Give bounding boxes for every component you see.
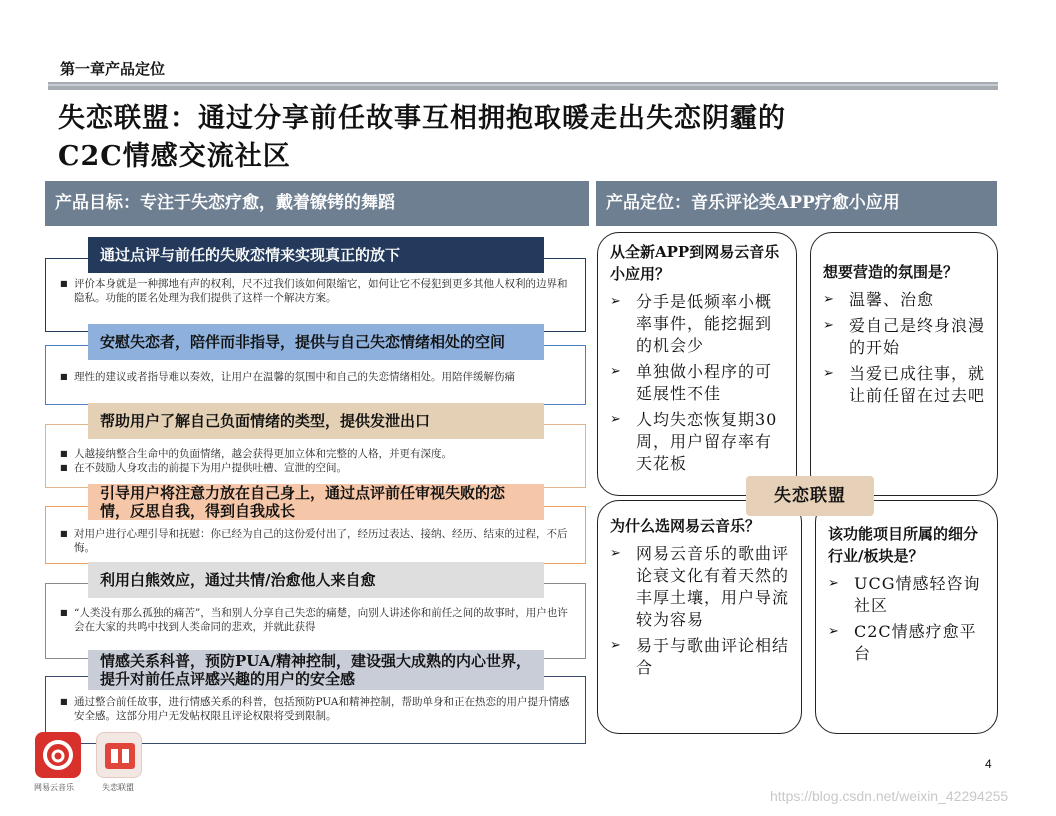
chapter-label: 第一章产品定位: [60, 60, 166, 78]
goal-bullet: 理性的建议或者指导难以奏效，让用户在温馨的氛围中和自己的失恋情绪相处。用陪伴缓解伤痛: [74, 371, 515, 383]
arrow-bullet-icon: ➢: [823, 366, 834, 381]
panel-point: 爱自己是终身浪漫的开始: [849, 316, 986, 357]
arrow-bullet-icon: ➢: [828, 576, 839, 591]
bullet-icon: ■: [60, 279, 68, 288]
panel-point: 分手是低频率小概率事件，能挖掘到的机会少: [636, 292, 773, 355]
arrow-bullet-icon: ➢: [823, 292, 834, 307]
goal-bullet: 评价本身就是一种掷地有声的权利，尺不过我们该如何限缩它，如何让它不侵犯到更多其他人权利的边界和隐私。功能的匿名处理为我们提供了这样一个解决方案。: [74, 278, 568, 304]
slide-title-line1: 失恋联盟：通过分享前任故事互相拥抱取暖走出失恋阴霾的: [58, 103, 786, 134]
panel-top-right: [810, 232, 998, 496]
netease-music-logo-icon: [35, 732, 81, 778]
panel-point: UCG情感轻咨询社区: [854, 574, 981, 615]
bullet-icon: ■: [60, 372, 68, 381]
goal-label-2: 安慰失恋者，陪伴而非指导，提供与自己失恋情绪相处的空间: [88, 324, 544, 360]
arrow-bullet-icon: ➢: [610, 546, 621, 561]
page-number: 4: [985, 757, 992, 771]
goal-label-6: 情感关系科普，预防PUA/精神控制，建设强大成熟的内心世界，提升对前任点评感兴趣的用户的安全感: [88, 650, 544, 690]
goal-bullet: 通过整合前任故事，进行情感关系的科普，包括预防PUA和精神控制，帮助单身和正在热恋的用户提升情感安全感。这部分用户无发帖权限且评论权限将受到限制。: [74, 696, 570, 722]
panel-point: 人均失恋恢复期30周，用户留存率有天花板: [636, 410, 778, 473]
bullet-icon: ■: [60, 449, 68, 458]
logo-caption-netease: 网易云音乐: [34, 783, 74, 792]
panel-point: 当爱已成往事，就让前任留在过去吧: [849, 364, 986, 405]
bullet-icon: ■: [60, 463, 68, 472]
slide-title: [58, 100, 958, 176]
breakup-alliance-logo-icon: [96, 732, 142, 778]
arrow-bullet-icon: ➢: [610, 638, 621, 653]
goal-label-1: 通过点评与前任的失败恋情来实现真正的放下: [88, 237, 544, 273]
goal-label-5: 利用白熊效应，通过共情/治愈他人来自愈: [88, 562, 544, 598]
logo-caption-breakup-alliance: 失恋联盟: [102, 783, 134, 792]
panel-question: 从全新APP到网易云音乐小应用？: [610, 243, 780, 283]
panel-question: 为什么选网易云音乐？: [610, 517, 761, 535]
arrow-bullet-icon: ➢: [610, 364, 621, 379]
arrow-bullet-icon: ➢: [610, 412, 621, 427]
slide-title-line2: C2C情感交流社区: [58, 141, 291, 172]
panel-point: 温馨、治愈: [849, 290, 935, 309]
goal-label-3: 帮助用户了解自己负面情绪的类型，提供发泄出口: [88, 403, 544, 439]
panel-bottom-left: [597, 500, 802, 734]
arrow-bullet-icon: ➢: [823, 318, 834, 333]
panel-point: 易于与歌曲评论相结合: [636, 636, 790, 677]
goal-bullet: 人越接纳整合生命中的负面情绪，越会获得更加立体和完整的人格，并更有深度。: [74, 448, 452, 460]
arrow-bullet-icon: ➢: [610, 294, 621, 309]
panel-question: 该功能项目所属的细分行业/板块是？: [828, 525, 979, 565]
panel-top-left: [597, 232, 797, 496]
panel-point: C2C情感疗愈平台: [854, 622, 977, 663]
arrow-bullet-icon: ➢: [828, 624, 839, 639]
panel-point: 网易云音乐的歌曲评论衰文化有着天然的丰厚土壤，用户导流较为容易: [636, 544, 790, 629]
center-badge: 失恋联盟: [746, 476, 874, 516]
panel-question: 想要营造的氛围是？: [823, 263, 959, 281]
bullet-icon: ■: [60, 608, 68, 617]
panel-point: 单独做小程序的可延展性不佳: [636, 362, 773, 403]
goal-bullet: 在不鼓励人身攻击的前提下为用户提供吐槽、宣泄的空间。: [74, 462, 347, 474]
goal-bullet: 对用户进行心理引导和抚慰：你已经为自己的这份爱付出了，经历过表达、接纳、经历、结束的过程，不后悔。: [74, 528, 568, 554]
bullet-icon: ■: [60, 697, 68, 706]
right-section-header: 产品定位：音乐评论类APP疗愈小应用: [596, 181, 997, 226]
header-rule-highlight: [48, 84, 998, 86]
panel-bottom-right: [815, 500, 998, 734]
left-section-header: 产品目标：专注于失恋疗愈，戴着镣铐的舞蹈: [45, 181, 589, 226]
bullet-icon: ■: [60, 529, 68, 538]
goal-label-4: 引导用户将注意力放在自己身上，通过点评前任审视失败的恋情，反思自我，得到自我成长: [88, 484, 544, 520]
goal-bullet: “人类没有那么孤独的痛苦”，当和别人分享自己失恋的痛楚，向别人讲述你和前任之间的故事时，用户也许会在大家的共鸣中找到人类命同的悲欢，并就此获得: [74, 607, 568, 633]
watermark: https://blog.csdn.net/weixin_42294255: [770, 788, 1009, 804]
